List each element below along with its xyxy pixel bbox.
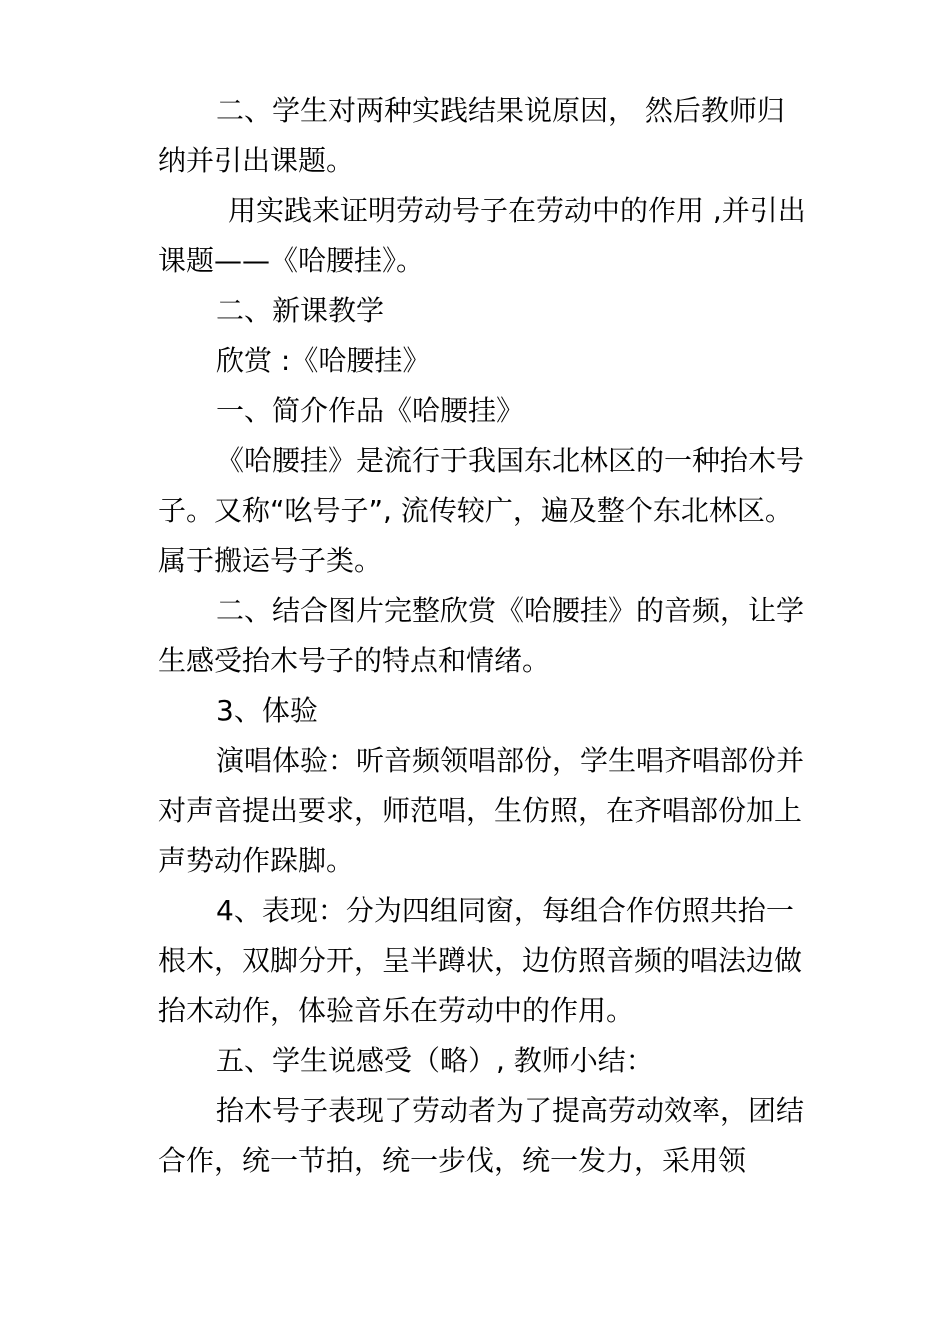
paragraph-performance: 4、表现：分为四组同窗，每组合作仿照共抬一根木，双脚分开，呈半蹲状，边仿照音频的唱法边做抬木动作，体验音乐在劳动中的作用。	[158, 894, 803, 1027]
document-body	[158, 86, 808, 1186]
paragraph-practice-reasons: 二、学生对两种实践结果说原因， 然后教师归纳并引出课题。	[158, 94, 785, 177]
heading-student-feelings: 五、学生说感受（略）, 教师小结：	[216, 1044, 654, 1077]
paragraph-work-description: 《哈腰挂》是流行于我国东北林区的一种抬木号子。又称“吆号子”, 流传较广，遍及整个东北林区。属于搬运号子类。	[158, 444, 805, 577]
heading-new-lesson: 二、新课教学	[216, 294, 385, 327]
heading-introduce-work: 一、简介作品《哈腰挂》	[216, 394, 525, 427]
heading-appreciation: 欣赏 :《哈腰挂》	[216, 344, 431, 377]
paragraph-prove-work-songs: 用实践来证明劳动号子在劳动中的作用 ,并引出课题——《哈腰挂》。	[158, 194, 806, 277]
paragraph-summary: 抬木号子表现了劳动者为了提高劳动效率，团结合作，统一节拍，统一步伐，统一发力，采用领	[158, 1094, 805, 1177]
paragraph-full-appreciation: 二、结合图片完整欣赏《哈腰挂》的音频，让学生感受抬木号子的特点和情绪。	[158, 594, 805, 677]
heading-experience: 3、体验	[216, 694, 318, 727]
paragraph-singing-experience: 演唱体验：听音频领唱部份，学生唱齐唱部份并对声音提出要求，师范唱，生仿照，在齐唱部份加上声势动作跺脚。	[158, 744, 805, 877]
